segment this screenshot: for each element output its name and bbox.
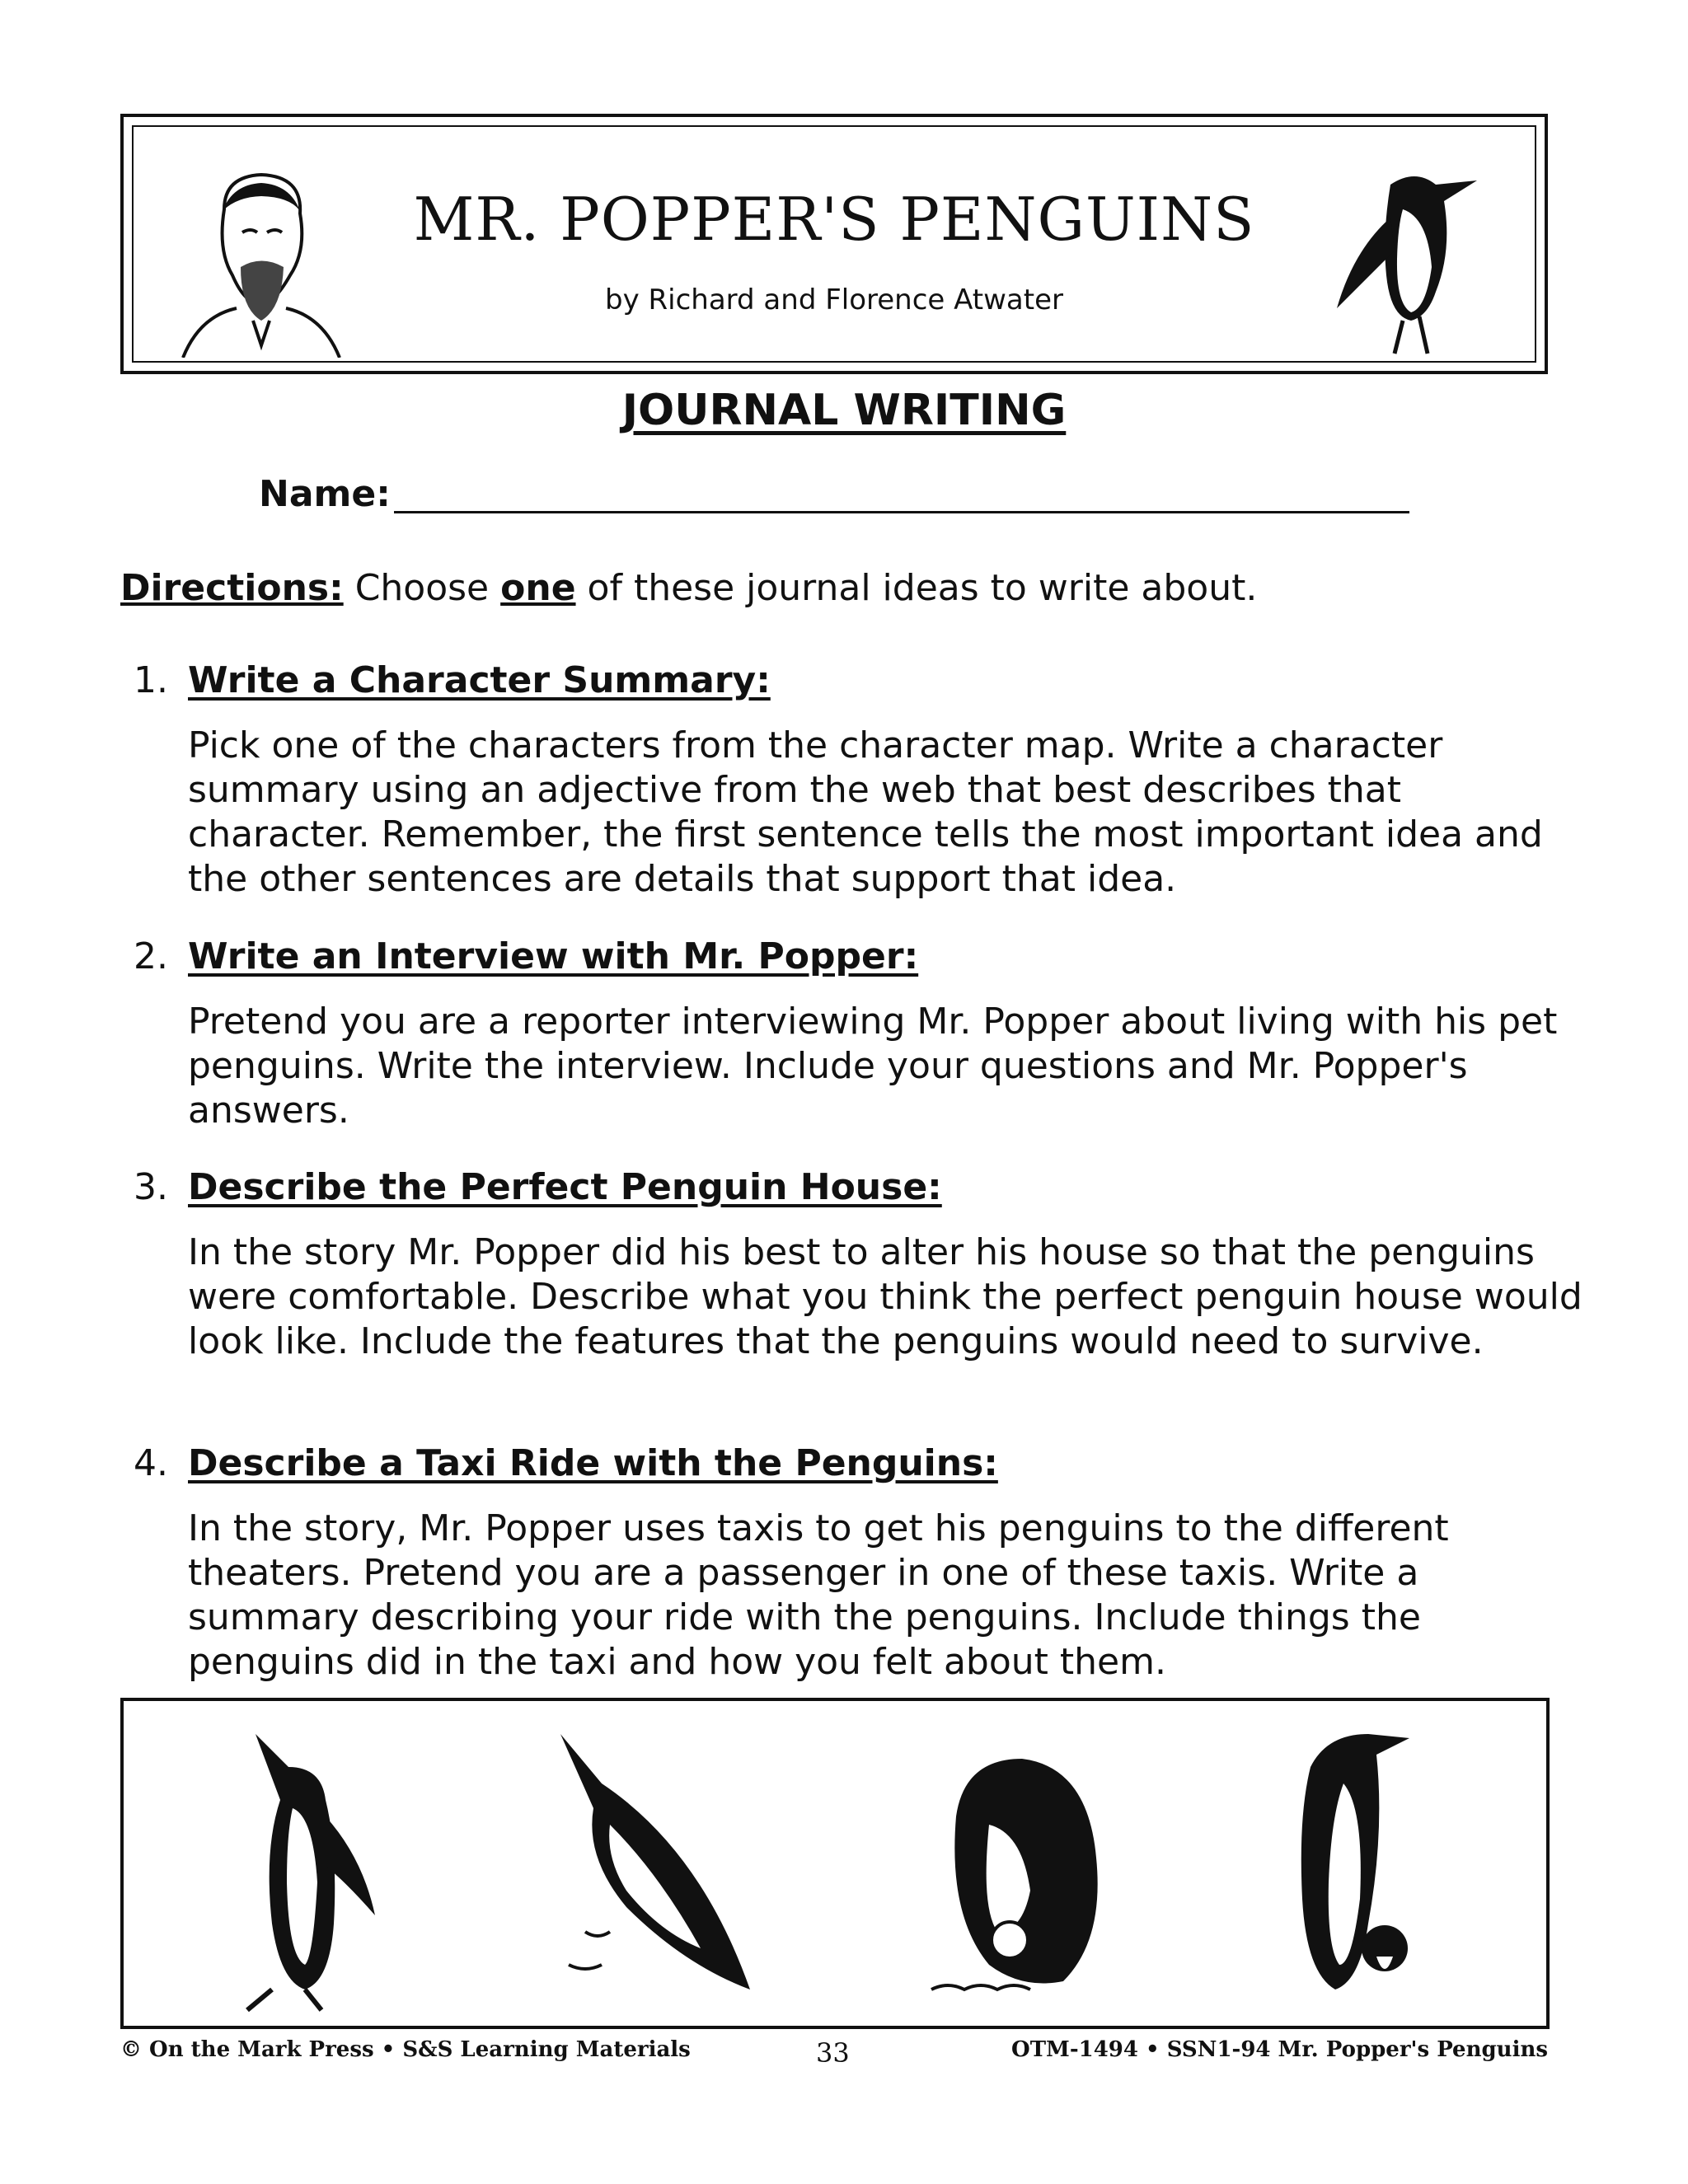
- name-label: Name:: [259, 473, 391, 515]
- directions-emphasis: one: [500, 567, 576, 609]
- book-title: MR. POPPER'S PENGUINS: [413, 185, 1255, 254]
- item-number: 4.: [134, 1442, 168, 1484]
- section-title: JOURNAL WRITING: [621, 386, 1067, 435]
- directions: [120, 567, 1257, 609]
- item-heading: Write an Interview with Mr. Popper:: [188, 935, 919, 977]
- book-author: by Richard and Florence Atwater: [605, 284, 1063, 316]
- item-body: In the story Mr. Popper did his best to alter his house so that the penguins were comfortable. Describe what you think the perfect penguin house would look like. Include the features that the penguins would need to survive.: [188, 1231, 1582, 1362]
- diving-penguin-illustration: [536, 1718, 783, 2014]
- item-number: 1.: [134, 659, 168, 701]
- name-field-line: [394, 511, 1409, 513]
- journal-idea-3: [134, 1166, 1582, 1405]
- directions-text-before: Choose: [354, 567, 490, 609]
- journal-idea-2: [134, 935, 1558, 1133]
- flapping-penguin-illustration: [1312, 152, 1502, 366]
- journal-idea-1: [134, 659, 1551, 898]
- directions-text-after: of these journal ideas to write about.: [587, 567, 1258, 609]
- title-banner: [120, 114, 1548, 374]
- penguin-illustrations-box: [120, 1698, 1550, 2029]
- item-body: Pick one of the characters from the character map. Write a character summary using an adjective from the web that best describes that character. Remember, the first sentence tells the most important idea and the other sentences are details that support that idea.: [188, 724, 1543, 900]
- footer-copyright: © On the Mark Press • S&S Learning Materials: [120, 2037, 691, 2062]
- walking-penguin-illustration: [223, 1718, 387, 2014]
- item-heading: Describe a Taxi Ride with the Penguins:: [188, 1442, 998, 1484]
- item-body: Pretend you are a reporter interviewing Mr. Popper about living with his pet penguins. Write the interview. Include your questions and Mr. Popper's answers.: [188, 1001, 1558, 1132]
- footer-product-code: OTM-1494 • SSN1-94 Mr. Popper's Penguins: [1011, 2037, 1548, 2062]
- emperor-penguin-with-chick-illustration: [1261, 1718, 1442, 2014]
- item-heading: Describe the Perfect Penguin House:: [188, 1166, 942, 1208]
- item-heading: Write a Character Summary:: [188, 659, 771, 701]
- directions-label: Directions:: [120, 567, 344, 609]
- journal-idea-4: [134, 1442, 1551, 1681]
- item-number: 2.: [134, 935, 168, 977]
- title-banner-inner-border: [132, 125, 1536, 363]
- penguin-with-chick-illustration: [898, 1718, 1146, 2014]
- item-number: 3.: [134, 1166, 168, 1208]
- item-body: In the story, Mr. Popper uses taxis to get his penguins to the different theaters. Pretend you are a passenger in one of these taxis. Write a summary describing your ride with the penguins. Include things the penguins did in the taxi and how you felt about them.: [188, 1507, 1449, 1683]
- page-number: 33: [816, 2037, 850, 2069]
